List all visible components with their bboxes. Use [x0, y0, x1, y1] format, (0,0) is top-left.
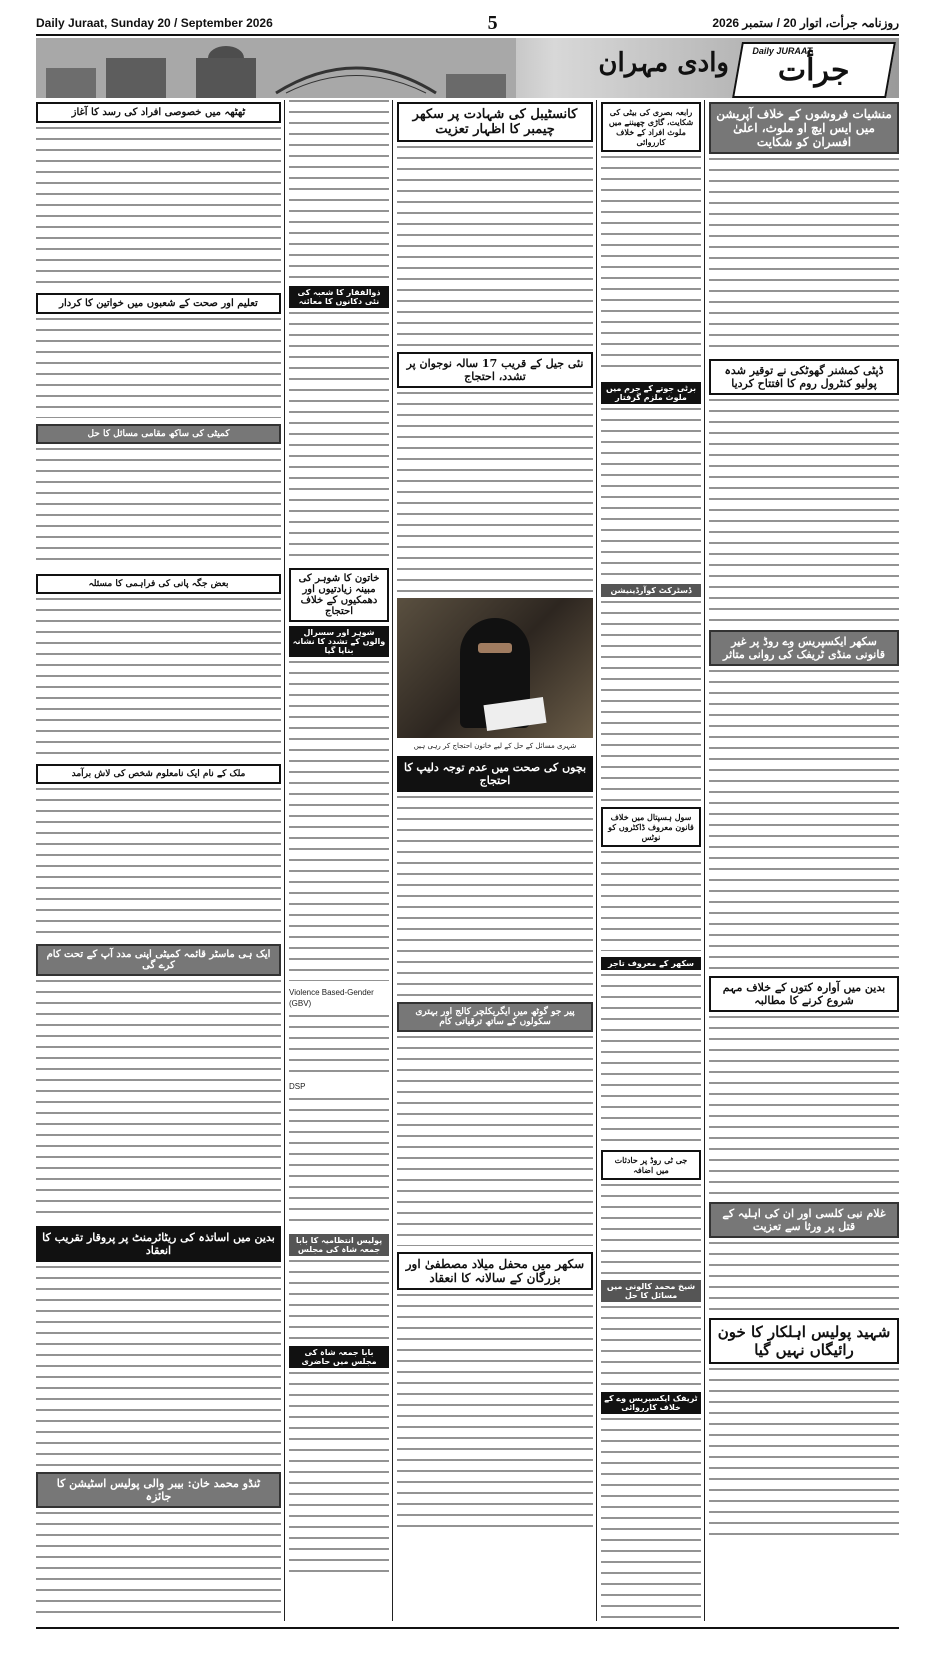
page-number: 5 — [487, 11, 498, 34]
subheadline: ذوالفقار کا شعبہ کی نئی دکانوں کا معائنہ — [289, 286, 389, 308]
article-text — [36, 318, 281, 418]
article-text — [36, 448, 281, 568]
article-text — [289, 1015, 389, 1075]
article-text — [601, 156, 701, 376]
headline: بدین میں آوارہ کتوں کے خلاف مہم شروع کرنے کا مطالبہ — [709, 976, 899, 1012]
subheadline: ٹریفک ایکسپریس وے کے خلاف کارروائی — [601, 1392, 701, 1414]
subheadline: بابا جمعہ شاہ کی مجلس میں حاضری — [289, 1346, 389, 1368]
section-title: وادی مہران — [598, 48, 729, 78]
page-top-line — [36, 11, 899, 34]
headline: تعلیم اور صحت کے شعبوں میں خواتین کا کردار — [36, 293, 281, 314]
article-text — [36, 127, 281, 287]
column-2 — [601, 100, 701, 1621]
newspaper-logo — [732, 42, 896, 98]
article-text — [601, 974, 701, 1144]
photo-face — [478, 643, 512, 653]
article-text — [397, 1294, 593, 1534]
column-divider — [284, 100, 285, 1621]
subheadline: سکھر کے معروف تاجر — [601, 957, 701, 970]
headline: سکھر میں محفل میلاد مصطفیٰ اور بزرگان کے سالانہ کا انعقاد — [397, 1252, 593, 1290]
headline: خاتون کا شوہر کی مبینہ زیادتیوں اور دھمکیوں کے خلاف احتجاج — [289, 568, 389, 622]
english-term: DSP — [289, 1082, 306, 1091]
article-text — [397, 1036, 593, 1246]
headline: پیر جو گوٹھ میں ایگریکلچر کالج اور بہتری سکولوں کے ساتھ ترقیاتی کام — [397, 1002, 593, 1032]
headline: منشیات فروشوں کے خلاف آپریشن میں ایس ایچ او ملوث، اعلیٰ افسران کو شکایت — [709, 102, 899, 154]
dateline-english: Daily Juraat, Sunday 20 / September 2026 — [36, 16, 273, 30]
article-text — [601, 1418, 701, 1618]
headline: جی ٹی روڈ پر حادثات میں اضافہ — [601, 1150, 701, 1180]
dateline-urdu: روزنامہ جرأت، اتوار 20 / ستمبر 2026 — [712, 16, 899, 30]
article-text — [397, 796, 593, 996]
bottom-rule — [36, 1627, 899, 1629]
column-divider — [392, 100, 393, 1621]
column-4 — [289, 100, 389, 1621]
article-text — [289, 1260, 389, 1340]
headline: سول ہسپتال میں خلاف قانون معروف ڈاکٹروں کو نوٹس — [601, 807, 701, 847]
article-text — [709, 670, 899, 970]
headline: ٹھٹھہ میں خصوصی افراد کی رسد کا آغاز — [36, 102, 281, 123]
subheadline: پولیس انتظامیہ کا بابا جمعہ شاہ کی مجلس — [289, 1234, 389, 1256]
column-3 — [397, 100, 593, 1621]
headline: غلام نبی کلسی اور ان کی اہلیہ کے قتل پر ورثا سے تعزیت — [709, 1202, 899, 1238]
headline: سکھر ایکسپریس وے روڈ پر غیر قانونی منڈی ٹریفک کی روانی متاثر — [709, 630, 899, 666]
headline: رابعہ بصری کی بیٹی کی شکایت، گاڑی چھیننے میں ملوث افراد کے خلاف کارروائی — [601, 102, 701, 152]
article-text — [601, 1184, 701, 1274]
article-text — [601, 408, 701, 578]
article-text — [709, 1368, 899, 1538]
article-text — [601, 851, 701, 951]
subheadline: شیخ محمد کالونی میں مسائل کا حل — [601, 1280, 701, 1302]
article-text — [36, 1266, 281, 1466]
columns — [36, 100, 899, 1621]
headline: کمیٹی کی ساکھ مقامی مسائل کا حل — [36, 424, 281, 444]
article-text — [289, 661, 389, 981]
article-text — [601, 1306, 701, 1386]
subheadline: شوہر اور سسرال والوں کے تشدد کا نشانہ بنایا گیا — [289, 626, 389, 657]
article-text — [289, 1098, 389, 1228]
logo-english: Daily JURAAT — [752, 46, 813, 56]
column-divider — [596, 100, 597, 1621]
photo-caption: شہری مسائل کے حل کے لیے خاتون احتجاج کر رہی ہیں — [413, 742, 577, 750]
headline: ایک ہی ماسٹر قائمہ کمیٹی اپنی مدد آپ کے تحت کام کرے گی — [36, 944, 281, 976]
headline: ٹنڈو محمد خان: بیبر والی پولیس اسٹیشن کا جائزہ — [36, 1472, 281, 1508]
article-text — [601, 601, 701, 801]
headline: بدین میں اساتذہ کی ریٹائرمنٹ پر پروقار تقریب کا انعقاد — [36, 1226, 281, 1262]
headline: نئی جیل کے قریب 17 سالہ نوجوان پر تشدد، احتجاج — [397, 352, 593, 388]
subheadline: ڈسٹرکٹ کوآرڈینیشن — [601, 584, 701, 597]
article-text — [397, 392, 593, 592]
column-5 — [36, 100, 281, 1621]
article-text — [289, 100, 389, 280]
article-text — [36, 598, 281, 758]
article-text — [36, 1512, 281, 1621]
masthead — [36, 38, 899, 98]
article-text — [289, 312, 389, 562]
logo-urdu: جرأت — [778, 52, 850, 88]
top-rule — [36, 34, 899, 36]
subheadline: برٹی جوتے کے جرم میں ملوث ملزم گرفتار — [601, 382, 701, 404]
headline: ملک کے نام ایک نامعلوم شخص کی لاش برآمد — [36, 764, 281, 784]
headline: بچوں کی صحت میں عدم توجہ دلیپ کا احتجاج — [397, 756, 593, 792]
headline: کانسٹیبل کی شہادت پر سکھر چیمبر کا اظہار تعزیت — [397, 102, 593, 142]
column-1 — [709, 100, 899, 1621]
headline: بعض جگہ پانی کی فراہمی کا مسئلہ — [36, 574, 281, 594]
article-text — [709, 399, 899, 624]
article-text — [709, 158, 899, 353]
article-text — [36, 980, 281, 1220]
article-text — [709, 1016, 899, 1196]
headline: ڈپٹی کمشنر گھوٹکی نے توقیر شدہ پولیو کنٹرول روم کا افتتاح کردیا — [709, 359, 899, 395]
article-text — [709, 1242, 899, 1312]
article-text — [36, 788, 281, 938]
column-divider — [704, 100, 705, 1621]
headline: شہید پولیس اہلکار کا خون رائیگاں نہیں گیا — [709, 1318, 899, 1364]
article-text — [397, 146, 593, 346]
english-term: Violence Based-Gender (GBV) — [289, 988, 374, 1008]
skyline-image — [36, 38, 516, 98]
article-text — [289, 1372, 389, 1572]
news-photo — [397, 598, 593, 738]
